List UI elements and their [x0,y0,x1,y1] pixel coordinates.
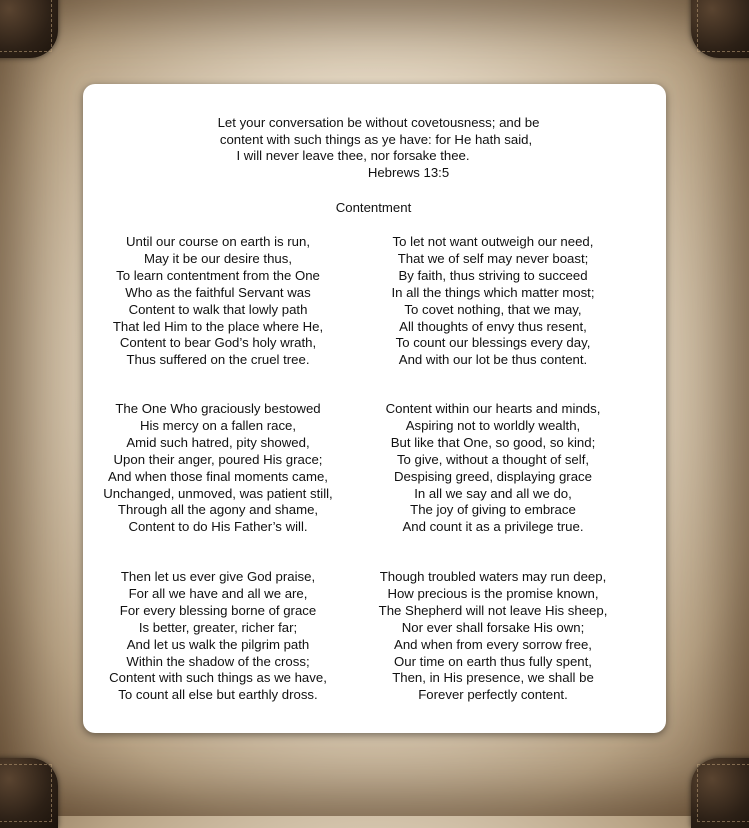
stanza [358,569,628,704]
poem-line: Then, in His presence, we shall be [392,670,594,686]
poem-line: Content within our hearts and minds, [385,401,601,416]
stanza [358,234,628,369]
poem-line: That we of self may never boast; [397,250,589,266]
poem-line: Until our course on earth is run, [126,234,310,249]
stanza [83,401,353,536]
poem-line: His mercy on a fallen race, [139,417,297,433]
poem-line: Nor ever shall forsake His own; [401,619,585,635]
poem-title: Contentment [335,200,412,215]
poem-line: Our time on earth thus fully spent, [394,653,592,669]
poem-line: Despising greed, displaying grace [394,468,592,484]
poem-line: Who as the faithful Servant was [125,284,311,300]
poem-line: Within the shadow of the cross; [126,653,310,669]
poem-line: And count it as a privilege true. [402,519,584,535]
poem-line: Content to do His Father’s will. [128,519,308,535]
poem-line: And when from every sorrow free, [394,636,592,652]
poem-line: And let us walk the pilgrim path [126,636,310,652]
frame-corner-bottom-left [0,758,58,828]
poem-line: The joy of giving to embrace [410,502,576,518]
poem-line: To give, without a thought of self, [396,451,590,467]
frame-corner-top-left [0,0,58,58]
verse-line: content with such things as ye have: for He hath said, [219,131,533,147]
scripture-verse [83,115,666,181]
poem-line: Amid such hatred, pity showed, [126,434,310,450]
poem-line: Content to bear God’s holy wrath, [119,335,317,351]
poem-line: To let not want outweigh our need, [392,234,594,249]
poem-line: May it be our desire thus, [143,250,293,266]
poem-line: The Shepherd will not leave His sheep, [378,602,608,618]
stanza [358,401,628,536]
poem-line: To count our blessings every day, [395,335,591,351]
poem-line: Upon their anger, poured His grace; [113,451,323,467]
stanza [83,234,353,369]
poem-line: To count all else but earthly dross. [118,687,318,703]
poem-line: In all the things which matter most; [391,284,595,300]
frame-corner-bottom-right [691,758,749,828]
poem-line: For every blessing borne of grace [119,602,317,618]
poem-line: To covet nothing, that we may, [404,301,582,317]
stanza [83,569,353,704]
poem-line: Forever perfectly content. [418,687,568,703]
poem-panel [83,84,666,733]
verse-reference: Hebrews 13:5 [367,164,450,180]
poem-line: Thus suffered on the cruel tree. [126,352,310,368]
poem-line: For all we have and all we are, [128,585,308,601]
poem-line: And when those final moments came, [108,468,328,484]
poem-line: Unchanged, unmoved, was patient still, [103,485,333,501]
poem-line: Through all the agony and shame, [117,502,319,518]
poem-line: How precious is the promise known, [387,585,599,601]
poem-line: Content to walk that lowly path [128,301,308,317]
frame-corner-top-right [691,0,749,58]
verse-line: Let your conversation be without covetousness; and be [217,115,540,130]
poem-line: In all we say and all we do, [414,485,572,501]
poem-line: Is better, greater, richer far; [138,619,298,635]
poem-line: Aspiring not to worldly wealth, [405,417,581,433]
poem-line: Content with such things as we have, [109,670,327,686]
poem-line: By faith, thus striving to succeed [398,267,588,283]
poem-line: And with our lot be thus content. [398,352,588,368]
verse-line: I will never leave thee, nor forsake thee. [236,148,470,163]
poem-line: But like that One, so good, so kind; [390,434,596,450]
poem-line: To learn contentment from the One [116,267,320,283]
poem-line: The One Who graciously bestowed [115,401,321,416]
poem-line: Though troubled waters may run deep, [379,569,607,584]
poem-line: That led Him to the place where He, [112,318,324,334]
poem-line: All thoughts of envy thus resent, [399,318,587,334]
poem-line: Then let us ever give God praise, [120,569,316,584]
